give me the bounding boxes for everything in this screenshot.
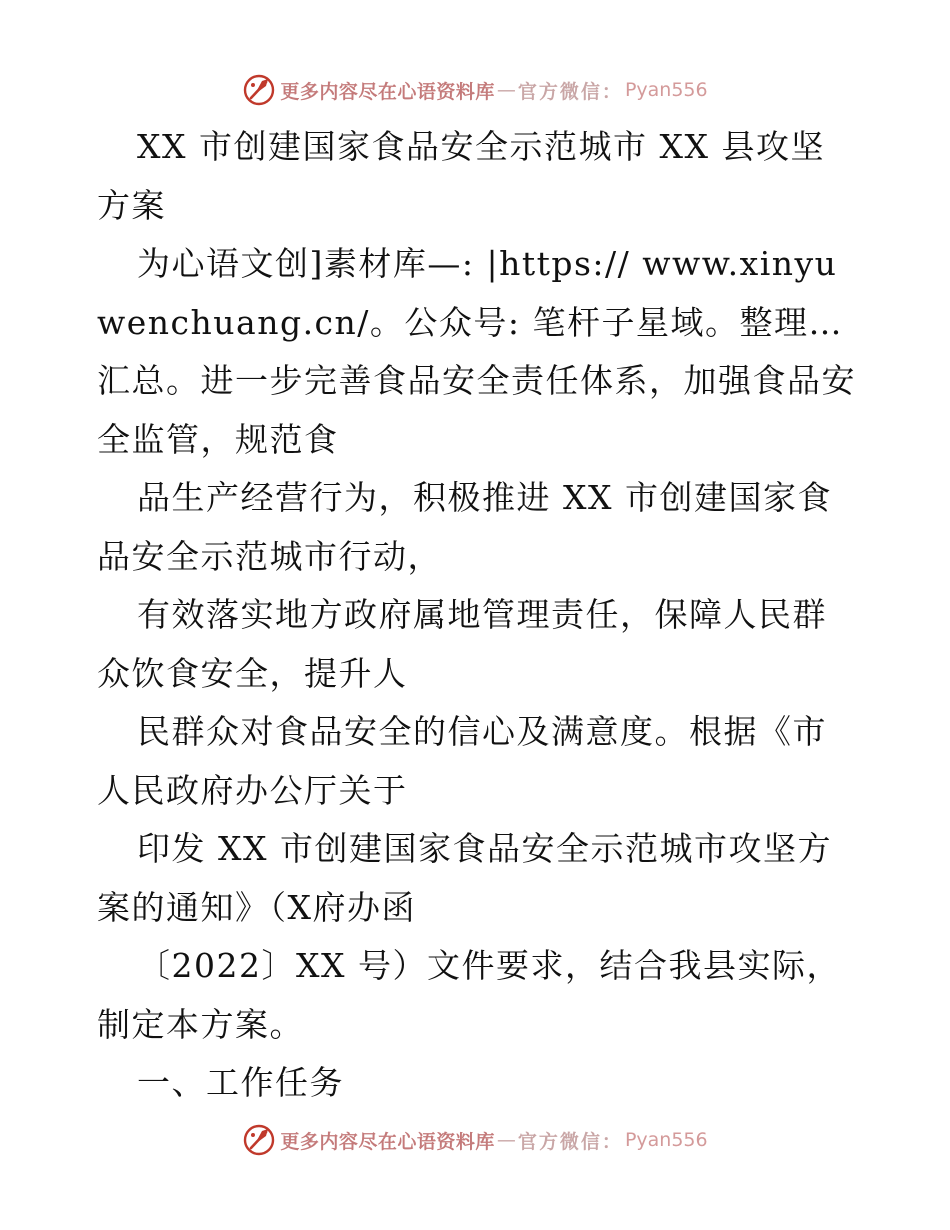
banner-wechat-id: Pyan556 — [624, 79, 708, 101]
feather-pen-circle-icon — [242, 73, 276, 107]
footer-banner — [0, 1120, 950, 1160]
paragraph: 印发 XX 市创建国家食品安全示范城市攻坚方案的通知》（X府办函 — [97, 829, 832, 927]
paragraph: 民群众对食品安全的信心及满意度。根据《市人民政府办公厅关于 — [97, 712, 827, 810]
banner-wechat-label: 官方微信： — [517, 1130, 623, 1153]
header-banner — [0, 70, 950, 110]
paragraph: 品生产经营行为，积极推进 XX 市创建国家食品安全示范城市行动， — [97, 478, 832, 576]
feather-pen-circle-icon — [242, 1123, 276, 1157]
paragraph: 为心语文创]素材库—: |https:// www.xinyuwenchuang.cn/。公众号: 笔杆子星域。整理…汇总。进一步完善食品安全责任体系，加强食品安全监管，规范食 — [97, 244, 856, 459]
banner-separator: — — [496, 1129, 516, 1151]
section-heading: 一、工作任务 — [137, 1063, 344, 1102]
banner-text: 更多内容尽在心语资料库 — [280, 80, 495, 103]
paragraph: 有效落实地方政府属地管理责任，保障人民群众饮食安全，提升人 — [97, 595, 827, 693]
banner-wechat-label: 官方微信： — [517, 80, 623, 103]
paragraph: 〔2022〕XX 号）文件要求，结合我县实际，制定本方案。 — [97, 946, 841, 1044]
banner-wechat-id: Pyan556 — [624, 1129, 708, 1151]
document-title: XX 市创建国家食品安全示范城市 XX 县攻坚方案 — [97, 127, 825, 225]
document-body — [97, 118, 857, 1113]
banner-text: 更多内容尽在心语资料库 — [280, 1130, 495, 1153]
banner-separator: — — [496, 79, 516, 101]
